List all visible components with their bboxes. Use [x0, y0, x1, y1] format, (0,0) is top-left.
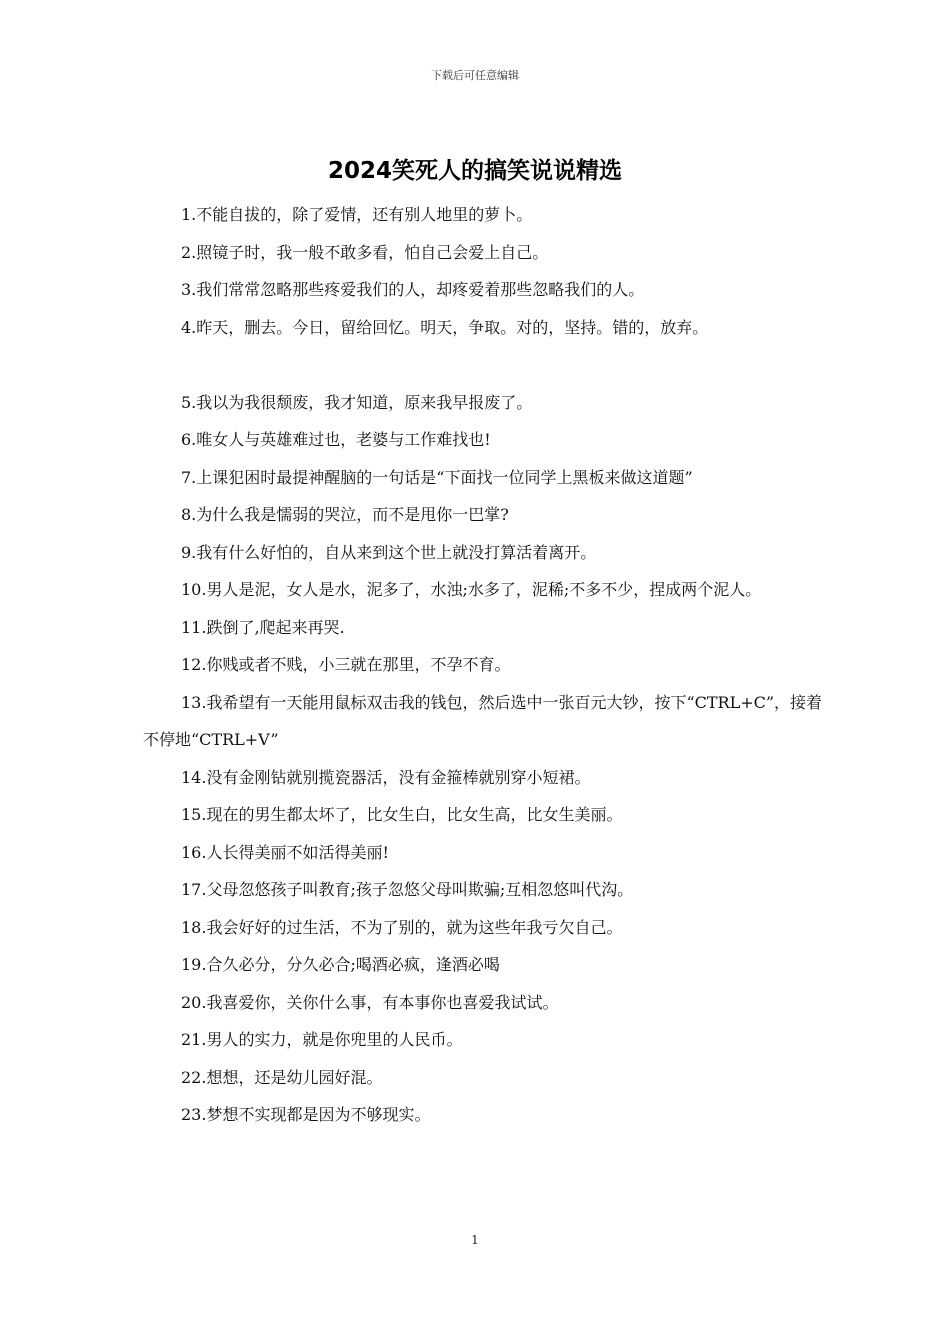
list-item-21: 21.男人的实力，就是你兜里的人民币。 [181, 1030, 463, 1049]
list-item-23: 23.梦想不实现都是因为不够现实。 [181, 1105, 431, 1124]
list-item-19: 19.合久必分，分久必合;喝酒必疯，逢酒必喝 [181, 955, 500, 974]
list-item-6: 6.唯女人与英雄难过也，老婆与工作难找也! [181, 430, 491, 449]
header-note: 下载后可任意编辑 [431, 69, 519, 82]
list-item-13: 13.我希望有一天能用鼠标双击我的钱包，然后选中一张百元大钞，按下“CTRL+C”，接着不停地“CTRL+V” [143, 692, 823, 749]
list-item-22: 22.想想，还是幼儿园好混。 [181, 1067, 383, 1087]
list-item-8: 8.为什么我是懦弱的哭泣，而不是甩你一巴掌? [181, 505, 509, 524]
list-item-11: 11.跌倒了,爬起来再哭. [181, 617, 345, 637]
list-item-18: 18.我会好好的过生活，不为了别的，就为这些年我亏欠自己。 [181, 917, 623, 937]
list-item-14: 14.没有金刚钻就别揽瓷器活，没有金箍棒就别穿小短裙。 [181, 767, 591, 787]
list-item-16: 16.人长得美丽不如活得美丽! [181, 842, 389, 862]
list-item-5: 5.我以为我很颓废，我才知道，原来我早报废了。 [181, 392, 533, 412]
list-item-15: 15.现在的男生都太坏了，比女生白，比女生高，比女生美丽。 [181, 805, 623, 824]
list-item-2: 2.照镜子时，我一般不敢多看，怕自己会爱上自己。 [181, 242, 549, 262]
list-item-7: 7.上课犯困时最提神醒脑的一句话是“下面找一位同学上黑板来做这道题” [181, 467, 693, 487]
page-number: 1 [471, 1233, 479, 1247]
paragraph-gap [143, 346, 823, 384]
document-body [143, 196, 823, 1134]
list-item-1: 1.不能自拔的，除了爱情，还有别人地里的萝卜。 [181, 205, 533, 224]
list-item-4: 4.昨天，删去。今日，留给回忆。明天，争取。对的，坚持。错的，放弃。 [181, 317, 709, 337]
page-title: 2024笑死人的搞笑说说精选 [327, 158, 622, 184]
list-item-17: 17.父母忽悠孩子叫教育;孩子忽悠父母叫欺骗;互相忽悠叫代沟。 [181, 880, 634, 899]
list-item-9: 9.我有什么好怕的，自从来到这个世上就没打算活着离开。 [181, 542, 597, 562]
list-item-20: 20.我喜爱你，关你什么事，有本事你也喜爱我试试。 [181, 992, 559, 1012]
list-item-3: 3.我们常常忽略那些疼爱我们的人，却疼爱着那些忽略我们的人。 [181, 280, 645, 299]
list-item-10: 10.男人是泥，女人是水，泥多了，水浊;水多了，泥稀;不多不少，捏成两个泥人。 [181, 580, 762, 599]
list-item-12: 12.你贱或者不贱，小三就在那里，不孕不育。 [181, 655, 511, 674]
